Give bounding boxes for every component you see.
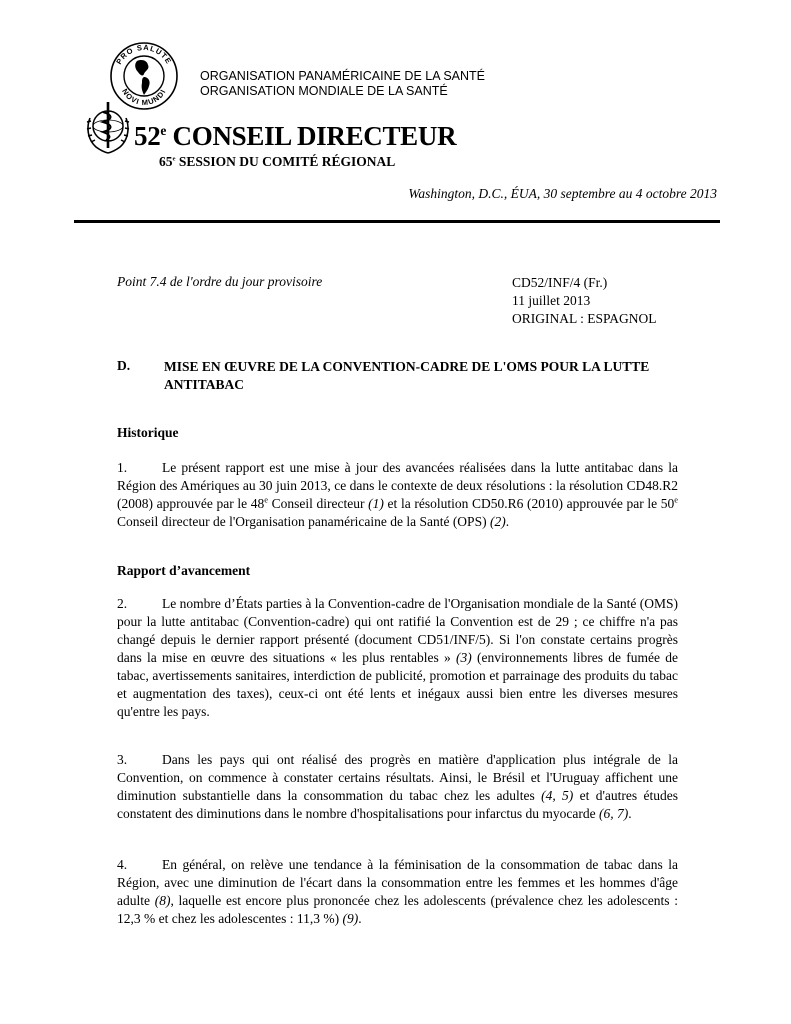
paragraph-text: Conseil directeur bbox=[268, 496, 369, 511]
ordinal-suffix: e bbox=[264, 495, 268, 505]
document-code: CD52/INF/4 (Fr.) bbox=[512, 275, 608, 290]
paragraph-text: Dans les pays qui ont réalisé des progrès en matière d'application plus intégrale de la Convention, on commence à constater certains résultats. Ainsi, le Brésil et l'Uruguay affichent une diminution substantielle dans la consommation du tabac chez les adultes bbox=[117, 752, 682, 803]
paragraph-2 bbox=[117, 595, 682, 721]
paragraph-text: Le présent rapport est une mise à jour des avancées réalisées dans la lutte antitabac dans la Région des Amériques au 30 juin 2013, ce dans le contexte de deux résolutions : la résolution CD48.R2 (2008) approuvée par le 48 bbox=[117, 460, 678, 511]
heading-historique: Historique bbox=[117, 425, 179, 440]
svg-text:NOVI MUNDI: NOVI MUNDI bbox=[120, 87, 168, 108]
paragraph-number: 3. bbox=[117, 752, 128, 767]
org-name-paho: ORGANISATION PANAMÉRICAINE DE LA SANTÉ bbox=[200, 69, 486, 83]
section-letter: D. bbox=[117, 358, 131, 373]
who-emblem-icon bbox=[82, 98, 134, 158]
title-text: CONSEIL DIRECTEUR bbox=[166, 121, 457, 151]
paragraph-text: Conseil directeur de l'Organisation panaméricaine de la Santé (OPS) bbox=[117, 496, 682, 529]
paragraph-3 bbox=[117, 751, 682, 823]
paragraph-4 bbox=[117, 856, 682, 928]
heading-rapport: Rapport d’avancement bbox=[117, 563, 251, 578]
title-number: 52 bbox=[134, 121, 161, 151]
header-divider bbox=[74, 220, 720, 223]
paragraph-text: En général, on relève une tendance à la féminisation de la consommation de tabac dans la Région, avec une diminution de l'écart dans la consommation entre les femmes et les hommes d'âge adulte bbox=[117, 857, 682, 908]
reference: (4, 5) bbox=[541, 788, 574, 803]
paragraph-number: 2. bbox=[117, 596, 128, 611]
paragraph-text: , laquelle est encore plus prononcée chez les adolescents (prévalence chez les adolescents : 12,3 % et chez les adolescentes : 11,3 %) bbox=[117, 893, 682, 926]
reference: (6, 7) bbox=[598, 806, 629, 821]
paragraph-number: 4. bbox=[117, 857, 128, 872]
who-logo bbox=[82, 98, 134, 158]
subtitle-text: SESSION DU COMITÉ RÉGIONAL bbox=[175, 154, 396, 169]
document-info bbox=[512, 274, 657, 328]
paragraph-number: 1. bbox=[117, 460, 128, 475]
agenda-point: Point 7.4 de l'ordre du jour provisoire bbox=[117, 274, 323, 289]
title-ordinal: e bbox=[160, 123, 167, 138]
document-title bbox=[134, 121, 456, 152]
paragraph-1 bbox=[117, 459, 682, 531]
document-subtitle bbox=[159, 154, 395, 170]
paragraph-text: et d'autres études constatent des diminutions dans le nombre d'hospitalisations pour infarctus du myocarde bbox=[117, 788, 682, 821]
paragraph-text: (environnements libres de fumée de tabac, avertissements sanitaires, interdiction de publicité, promotion et parrainage des produits du tabac et augmentation des taxes), ceux-ci ont été lents et inégaux aussi bien entre les diverses mesures qu'entre les pays. bbox=[117, 650, 682, 719]
paragraph-text: et la résolution CD50.R6 (2010) approuvée par le 50 bbox=[383, 496, 675, 511]
svg-text:PRO SALUTE: PRO SALUTE bbox=[114, 42, 174, 66]
reference: (9) bbox=[342, 911, 359, 926]
org-name-who: ORGANISATION MONDIALE DE LA SANTÉ bbox=[200, 84, 448, 98]
reference: (3) bbox=[456, 650, 472, 665]
original-language: ORIGINAL : ESPAGNOL bbox=[512, 311, 657, 326]
subtitle-number: 65 bbox=[159, 154, 173, 169]
reference: (2) bbox=[489, 514, 506, 529]
paragraph-text: . bbox=[505, 514, 510, 529]
document-date: 11 juillet 2013 bbox=[512, 293, 591, 308]
ordinal-suffix: e bbox=[674, 495, 678, 505]
meeting-venue-date: Washington, D.C., ÉUA, 30 septembre au 4 octobre 2013 bbox=[408, 186, 717, 201]
paragraph-text: . bbox=[628, 806, 632, 821]
paragraph-text: Le nombre d’États parties à la Convention-cadre de l'Organisation mondiale de la Santé (OMS) pour la lutte antitabac (Convention-cadre) qui ont ratifié la Convention est de 29 ; ce chiffre n'a pas changé depuis le dernier rapport présenté (document CD51/INF/5). Si l'on constate certains progrès dans la mise en œuvre des situations « les plus rentables » bbox=[117, 596, 682, 665]
subtitle-ordinal: e bbox=[172, 155, 176, 163]
reference: (1) bbox=[368, 496, 384, 511]
section-title: MISE EN ŒUVRE DE LA CONVENTION-CADRE DE L'OMS POUR LA LUTTE ANTITABAC bbox=[164, 359, 650, 392]
paragraph-text: . bbox=[358, 911, 362, 926]
reference: (8) bbox=[154, 893, 171, 908]
